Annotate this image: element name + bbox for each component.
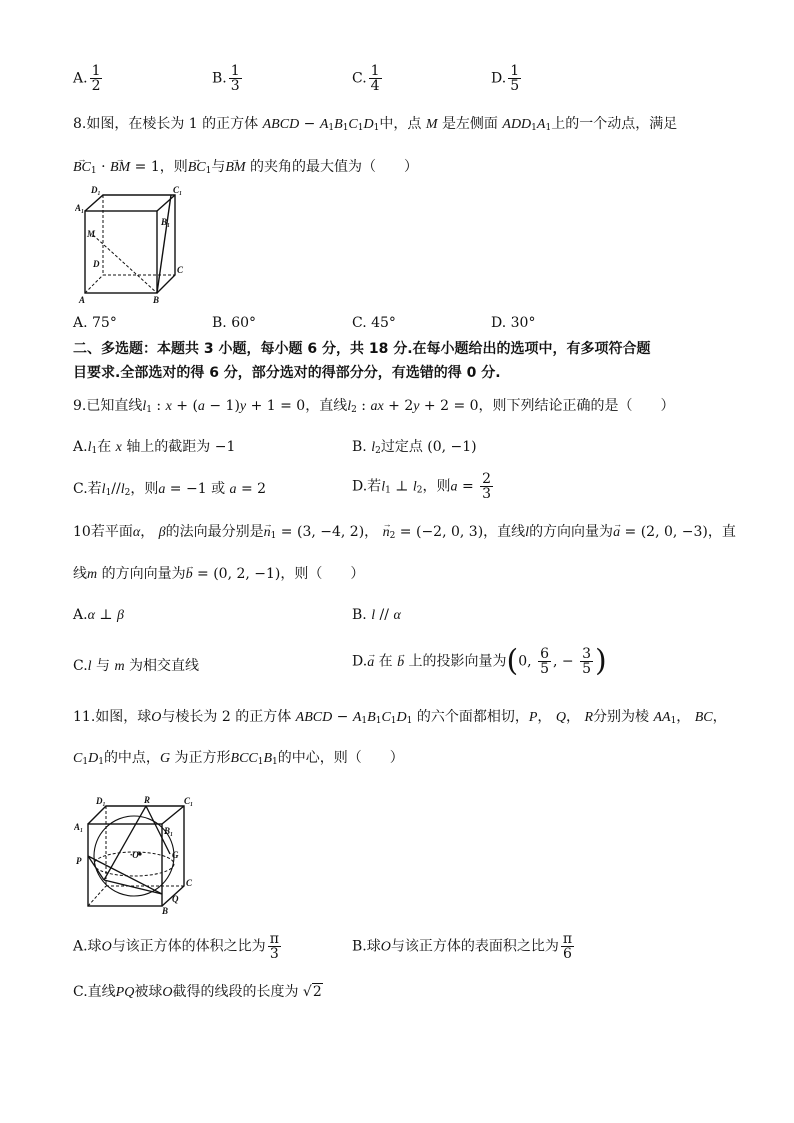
q9-option-c: C.若$l_1//l_2$，则a = −1 或 a = 2 [73, 481, 267, 498]
q7-option-a: A. $\frac{1}{2}$ [73, 63, 101, 94]
figure-label: C [177, 265, 184, 275]
fraction: $\frac{1}{4}$ [370, 63, 380, 94]
figure-label: B [162, 906, 169, 916]
q8-cube-figure [75, 185, 193, 305]
figure-label: R [144, 795, 151, 805]
figure-label: B₁ [164, 826, 174, 836]
q7-option-c: C. $\frac{1}{4}$ [352, 63, 380, 94]
figure-label: C₁ [184, 796, 194, 806]
q11-stem-line1: 11.如图，球O与棱长为 2 的正方体 ABCD − $A_1B_1C_1D_1$ 的六个面都相切，P， Q， R分别为棱 $AA_1$， BC， [73, 709, 727, 726]
q11-stem-line2: $C_1D_1$的中点，G 为正方形$BCC_1B_1$的中心，则（ ） [73, 750, 404, 767]
q8-option-d: D. 30° [491, 315, 536, 331]
fraction: $\frac{\pi}{6}$ [562, 931, 573, 962]
q10-stem-line1: 10若平面α， β的法向最分别是→ $n_1 = (3$, −4, 2)， → $n_2 = (-2$, 0, 3)，直线l的方向向量为→ a = (2, 0, −3)，直 [73, 523, 736, 542]
fraction: $\frac{2}{3}$ [482, 471, 492, 502]
fraction: $\frac{1}{5}$ [510, 63, 520, 94]
q9-option-d: D.若$l_1$ ⊥ $l_2$，则a = $\frac{2}{3}$ [352, 471, 492, 502]
q10-option-a: A.α ⊥ β [73, 607, 124, 623]
fraction: $\frac{3}{5}$ [582, 646, 592, 677]
q10-stem-line2: 线m 的方向向量为→ b = (0, 2, −1)，则（ ） [73, 565, 364, 584]
q10-option-d: D.→ a 在 → b 上的投影向量为(0, $\frac{6}{5}$ , − $\frac{3}{5}$ ) [352, 647, 607, 676]
figure-label: P [76, 856, 82, 866]
q9-stem: 9.已知直线$l_1$ : x + (a − 1)y + 1 = 0，直线$l_2$ : ax + 2y + 2 = 0，则下列结论正确的是（ ） [73, 398, 675, 415]
q7-option-b: B. $\frac{1}{3}$ [212, 63, 240, 94]
figure-label: A₁ [75, 203, 85, 213]
q8-option-a: A. 75° [73, 315, 117, 331]
q10-option-b: B. l // α [352, 607, 401, 623]
q8-stem-line1: 8.如图，在棱长为 1 的正方体 ABCD − $A_1B_1C_1D_1$中，点 M 是左侧面 $ADD_1A_1$上的一个动点，满足 [73, 116, 678, 133]
fraction: $\frac{6}{5}$ [540, 646, 549, 677]
q11-option-b: B.球O与该正方体的表面积之比为 $\frac{\pi}{6}$ [352, 931, 573, 962]
figure-label: D₁ [91, 185, 101, 195]
figure-label: C [186, 878, 193, 888]
fraction: $\frac{1}{3}$ [230, 63, 240, 94]
q8-stem-line2: → $BC_1$ · → BM = 1，则→ $BC_1$与→ BM 的夹角的最大值为（ ） [73, 158, 418, 177]
fraction: $\frac{\pi}{3}$ [269, 931, 279, 962]
q10-option-c: C.l 与 m 为相交直线 [73, 658, 200, 674]
figure-label: M [87, 229, 96, 239]
q9-option-a: $A.l_1$在 x 轴上的截距为 −1 [73, 439, 236, 456]
figure-label: G [172, 850, 179, 860]
q11-sphere-cube-figure [74, 794, 204, 916]
figure-label: D₁ [96, 796, 106, 806]
q8-option-b: B. 60° [212, 315, 257, 331]
figure-label: B₁ [161, 217, 171, 227]
fraction: $\frac{1}{2}$ [91, 63, 101, 94]
q8-option-c: C. 45° [352, 315, 396, 331]
q9-option-b: B. $l_2$过定点 (0, −1) [352, 439, 477, 456]
figure-label: A₁ [74, 822, 84, 832]
section2-header-line1: 二、多选题：本题共 3 小题，每小题 6 分，共 18 分.在每小题给出的选项中，有多项符合题 [73, 341, 651, 357]
figure-label: A [79, 295, 86, 305]
figure-label: C₁ [173, 185, 183, 195]
figure-label: B [153, 295, 160, 305]
q7-option-d: D. $\frac{1}{5}$ [491, 63, 520, 94]
section2-header-line2: 目要求.全部选对的得 6 分，部分选对的得部分分，有选错的得 0 分. [73, 365, 501, 381]
q11-option-a: A.球O与该正方体的体积之比为 $\frac{\pi}{3}$ [73, 931, 279, 962]
figure-label: Q [172, 894, 179, 904]
q11-option-c: C.直线PQ被球O截得的线段的长度为 √2 [73, 984, 322, 1000]
figure-label: ·O [130, 850, 139, 860]
figure-label: D [93, 259, 100, 269]
